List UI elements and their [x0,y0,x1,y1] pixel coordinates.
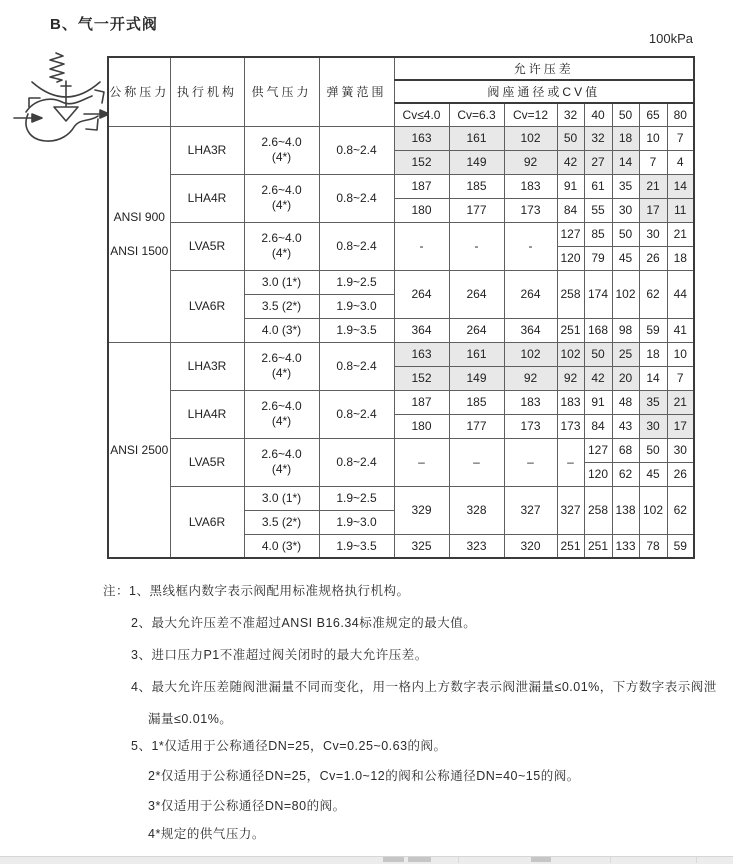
cell: 43 [612,414,639,438]
pressure-class-line: ANSI 2500 [110,442,169,457]
cell: 185 [449,174,504,198]
cell: 30 [612,198,639,222]
cell: 42 [557,150,584,174]
cell: 21 [639,174,667,198]
cell: 26 [667,462,694,486]
table-row [108,126,694,150]
cell: 41 [667,318,694,342]
cell: 168 [584,318,612,342]
cell: 187 [394,390,449,414]
cell: 258 [584,486,612,534]
cell: 26 [639,246,667,270]
cell: 35 [639,390,667,414]
supply-note: (4*) [271,150,292,164]
cell: 264 [394,270,449,318]
supply-pressure-cell: 4.0 (3*) [244,534,319,558]
pressure-class-line: ANSI 900 [113,210,165,224]
cell: 185 [449,390,504,414]
cell: - [449,222,504,270]
cell: 7 [667,366,694,390]
note-line: 5、1*仅适用于公称通径DN=25，Cv=0.25~0.63的阀。 [131,739,447,753]
header-spring-range: 弹簧范围 [319,57,394,126]
actuator-cell: LHA3R [170,342,244,390]
spring-range-cell: 0.8~2.4 [319,438,394,486]
pressure-class-cell [108,342,170,558]
cell: – [557,438,584,486]
cell: 18 [639,342,667,366]
cell: 149 [449,150,504,174]
cell: 32 [584,126,612,150]
cell: 183 [504,174,557,198]
note-line: 4*规定的供气压力。 [148,827,265,841]
cell: 14 [667,174,694,198]
supply-pressure-cell [244,438,319,486]
cell: 98 [612,318,639,342]
cell: 20 [612,366,639,390]
table-row [108,438,694,462]
actuator-cell: LVA6R [170,486,244,558]
page-title: B、气一开式阀 [50,16,158,33]
cell: 45 [639,462,667,486]
spring-range-cell: 1.9~3.0 [319,510,394,534]
cell: 102 [557,342,584,366]
cell: 264 [449,270,504,318]
pressure-class-line: ANSI 1500 [110,244,169,258]
cell: 102 [504,126,557,150]
supply-value: 2.6~4.0 [261,135,302,149]
cell: 264 [504,270,557,318]
spring-range-cell: 0.8~2.4 [319,222,394,270]
cell: 84 [557,198,584,222]
supply-value: 2.6~4.0 [261,399,302,413]
spring-range-cell: 0.8~2.4 [319,126,394,174]
cell: 59 [667,534,694,558]
cell: 92 [504,150,557,174]
table-row [108,390,694,414]
cell: 18 [667,246,694,270]
cell: 173 [504,414,557,438]
cell: - [394,222,449,270]
header-cv-col: 80 [667,103,694,126]
supply-pressure-cell: 3.5 (2*) [244,294,319,318]
cell: 14 [639,366,667,390]
spacer [109,224,170,244]
cell: – [394,438,449,486]
supply-pressure-cell [244,174,319,222]
cell: 18 [612,126,639,150]
header-cv-col: Cv=6.3 [449,103,504,126]
cell: 62 [639,270,667,318]
cell: 14 [612,150,639,174]
cell: 92 [504,366,557,390]
note-line: 3*仅适用于公称通径DN=80的阀。 [148,799,346,813]
cell: 183 [557,390,584,414]
cell: 320 [504,534,557,558]
cell: 364 [504,318,557,342]
actuator-cell: LVA5R [170,438,244,486]
supply-pressure-cell [244,222,319,270]
cell: 161 [449,126,504,150]
supply-pressure-cell [244,342,319,390]
cell: 79 [584,246,612,270]
cell: 50 [612,222,639,246]
spring-range-cell: 1.9~2.5 [319,486,394,510]
toolbar-divider [610,857,611,863]
supply-pressure-cell [244,390,319,438]
cell: 251 [584,534,612,558]
cell: 174 [584,270,612,318]
unit-label: 100kPa [648,31,693,46]
cell: 84 [584,414,612,438]
toolbar-fragment [408,857,431,862]
supply-value: 2.6~4.0 [261,351,302,365]
cell: 329 [394,486,449,534]
spring-range-cell: 1.9~2.5 [319,270,394,294]
toolbar-divider [458,857,459,863]
cell: 61 [584,174,612,198]
cell: 48 [612,390,639,414]
header-allowable-dp: 允许压差 [394,57,694,80]
table-row [108,486,694,510]
supply-note: (4*) [271,414,292,428]
cell: – [504,438,557,486]
cell: 180 [394,198,449,222]
cell: 102 [639,486,667,534]
cell: 149 [449,366,504,390]
cell: 59 [639,318,667,342]
supply-value: 2.6~4.0 [261,183,302,197]
cell: 25 [612,342,639,366]
supply-pressure-cell: 4.0 (3*) [244,318,319,342]
pressure-class-cell [108,126,170,342]
note-line: 注：1、黑线框内数字表示阀配用标准规格执行机构。 [103,584,410,598]
header-cv-col: 40 [584,103,612,126]
cell: 327 [557,486,584,534]
supply-note: (4*) [271,246,292,260]
actuator-cell: LVA5R [170,222,244,270]
cell: 92 [557,366,584,390]
header-cv-col: 50 [612,103,639,126]
cell: - [504,222,557,270]
cell: 30 [667,438,694,462]
cell: 127 [557,222,584,246]
cell: 251 [557,318,584,342]
note-line: 漏量≤0.01%。 [148,712,233,726]
note-line: 4、最大允许压差随阀泄漏量不同而变化，用一格内上方数字表示阀泄漏量≤0.01%，下方数字表示阀泄 [131,680,717,694]
cell: 152 [394,366,449,390]
header-supply-pressure: 供气压力 [244,57,319,126]
cell: 251 [557,534,584,558]
header-cv-col: Cv=12 [504,103,557,126]
spring-range-cell: 0.8~2.4 [319,390,394,438]
cell: 68 [612,438,639,462]
header-cv-col: Cv≤4.0 [394,103,449,126]
cell: 133 [612,534,639,558]
supply-note: (4*) [271,198,292,212]
cell: 264 [449,318,504,342]
cell: 10 [667,342,694,366]
cell: 91 [584,390,612,414]
cell: 35 [612,174,639,198]
cell: 30 [639,414,667,438]
header-actuator: 执行机构 [170,57,244,126]
cell: 17 [639,198,667,222]
cell: 50 [584,342,612,366]
note-line: 2、最大允许压差不准超过ANSI B16.34标准规定的最大值。 [131,616,477,630]
cell: 21 [667,222,694,246]
header-seat-or-cv: 阀座通径或CV值 [394,80,694,103]
cell: 127 [584,438,612,462]
table-row [108,270,694,294]
cell: 180 [394,414,449,438]
cell: 27 [584,150,612,174]
actuator-cell: LHA4R [170,390,244,438]
supply-value: 2.6~4.0 [261,447,302,461]
cell: 62 [612,462,639,486]
toolbar-divider [696,857,697,863]
cell: 102 [504,342,557,366]
cell: 50 [639,438,667,462]
cell: 55 [584,198,612,222]
cell: 187 [394,174,449,198]
spring-range-cell: 0.8~2.4 [319,174,394,222]
cell: 161 [449,342,504,366]
air-open-valve-schematic-icon [12,50,108,150]
cell: 50 [557,126,584,150]
header-cv-col: 65 [639,103,667,126]
cell: 78 [639,534,667,558]
table-row [108,222,694,246]
cell: 102 [612,270,639,318]
spring-range-cell: 1.9~3.5 [319,534,394,558]
cell: 11 [667,198,694,222]
cell: 177 [449,198,504,222]
table-row [108,174,694,198]
note-line: 3、进口压力P1不准超过阀关闭时的最大允许压差。 [131,648,428,662]
supply-pressure-cell: 3.0 (1*) [244,270,319,294]
spring-range-cell: 0.8~2.4 [319,342,394,390]
cell: 163 [394,342,449,366]
cell: 44 [667,270,694,318]
spring-range-cell: 1.9~3.5 [319,318,394,342]
cell: 120 [584,462,612,486]
spring-range-cell: 1.9~3.0 [319,294,394,318]
cell: 177 [449,414,504,438]
cell: 7 [639,150,667,174]
cell: 323 [449,534,504,558]
supply-value: 2.6~4.0 [261,231,302,245]
cell: 42 [584,366,612,390]
actuator-cell: LHA3R [170,126,244,174]
actuator-cell: LHA4R [170,174,244,222]
cell: 7 [667,126,694,150]
cell: 152 [394,150,449,174]
bottom-toolbar-strip [0,856,733,864]
cell: 364 [394,318,449,342]
cell: 183 [504,390,557,414]
supply-note: (4*) [271,366,292,380]
pressure-differential-table [107,56,695,559]
note-line: 2*仅适用于公称通径DN=25，Cv=1.0~12的阀和公称通径DN=40~15的阀。 [148,769,580,783]
cell: 327 [504,486,557,534]
supply-pressure-cell: 3.5 (2*) [244,510,319,534]
header-cv-col: 32 [557,103,584,126]
cell: 325 [394,534,449,558]
cell: 91 [557,174,584,198]
header-nominal-pressure: 公称压力 [108,57,170,126]
cell: 17 [667,414,694,438]
cell: 138 [612,486,639,534]
cell: 173 [557,414,584,438]
supply-note: (4*) [271,462,292,476]
header-row-1 [108,57,694,80]
cell: 10 [639,126,667,150]
cell: 4 [667,150,694,174]
cell: 30 [639,222,667,246]
cell: 258 [557,270,584,318]
supply-pressure-cell [244,126,319,174]
cell: 85 [584,222,612,246]
cell: 62 [667,486,694,534]
toolbar-fragment [531,857,551,862]
cell: 120 [557,246,584,270]
cell: 173 [504,198,557,222]
table-row [108,342,694,366]
cell: 163 [394,126,449,150]
actuator-cell: LVA6R [170,270,244,342]
cell: 45 [612,246,639,270]
supply-pressure-cell: 3.0 (1*) [244,486,319,510]
cell: – [449,438,504,486]
toolbar-fragment [383,857,404,862]
cell: 21 [667,390,694,414]
cell: 328 [449,486,504,534]
